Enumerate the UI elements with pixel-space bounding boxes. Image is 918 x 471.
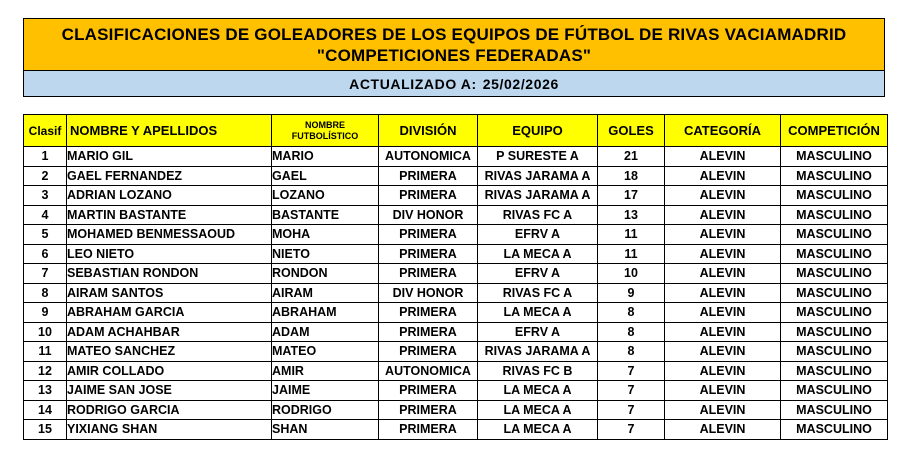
- cell-team: EFRV A: [478, 225, 598, 245]
- cell-rank: 8: [24, 283, 67, 303]
- cell-category: ALEVIN: [665, 264, 781, 284]
- cell-goals: 7: [598, 400, 665, 420]
- cell-category: ALEVIN: [665, 381, 781, 401]
- table-row: [24, 342, 888, 362]
- cell-division: PRIMERA: [379, 264, 478, 284]
- cell-nickname: ABRAHAM: [272, 303, 379, 323]
- cell-division: DIV HONOR: [379, 205, 478, 225]
- cell-team: RIVAS FC B: [478, 361, 598, 381]
- column-header-name: NOMBRE Y APELLIDOS: [67, 115, 272, 147]
- cell-category: ALEVIN: [665, 244, 781, 264]
- table-row: [24, 147, 888, 167]
- cell-team: RIVAS FC A: [478, 283, 598, 303]
- cell-competition: MASCULINO: [781, 342, 888, 362]
- updated-date: 25/02/2026: [482, 75, 559, 92]
- cell-goals: 18: [598, 166, 665, 186]
- cell-competition: MASCULINO: [781, 264, 888, 284]
- cell-competition: MASCULINO: [781, 147, 888, 167]
- cell-name: LEO NIETO: [67, 244, 272, 264]
- cell-competition: MASCULINO: [781, 361, 888, 381]
- cell-team: RIVAS JARAMA A: [478, 342, 598, 362]
- updated-label: ACTUALIZADO A:: [349, 75, 477, 92]
- cell-division: DIV HONOR: [379, 283, 478, 303]
- column-header-goals: GOLES: [598, 115, 665, 147]
- cell-nickname: AMIR: [272, 361, 379, 381]
- cell-nickname: NIETO: [272, 244, 379, 264]
- cell-division: AUTONOMICA: [379, 147, 478, 167]
- title-header: [23, 18, 885, 97]
- cell-goals: 8: [598, 322, 665, 342]
- cell-rank: 14: [24, 400, 67, 420]
- cell-rank: 4: [24, 205, 67, 225]
- cell-division: PRIMERA: [379, 186, 478, 206]
- cell-goals: 7: [598, 361, 665, 381]
- cell-goals: 9: [598, 283, 665, 303]
- cell-name: MARTIN BASTANTE: [67, 205, 272, 225]
- cell-team: LA MECA A: [478, 244, 598, 264]
- cell-rank: 2: [24, 166, 67, 186]
- cell-nickname: LOZANO: [272, 186, 379, 206]
- cell-goals: 11: [598, 244, 665, 264]
- cell-nickname: AIRAM: [272, 283, 379, 303]
- cell-competition: MASCULINO: [781, 244, 888, 264]
- cell-goals: 7: [598, 420, 665, 440]
- table-row: [24, 420, 888, 440]
- cell-team: LA MECA A: [478, 420, 598, 440]
- cell-category: ALEVIN: [665, 147, 781, 167]
- cell-rank: 10: [24, 322, 67, 342]
- cell-team: EFRV A: [478, 264, 598, 284]
- table-row: [24, 303, 888, 323]
- table-row: [24, 264, 888, 284]
- cell-category: ALEVIN: [665, 225, 781, 245]
- cell-division: PRIMERA: [379, 303, 478, 323]
- cell-category: ALEVIN: [665, 166, 781, 186]
- cell-category: ALEVIN: [665, 420, 781, 440]
- cell-nickname: RODRIGO: [272, 400, 379, 420]
- cell-rank: 6: [24, 244, 67, 264]
- cell-nickname: JAIME: [272, 381, 379, 401]
- cell-competition: MASCULINO: [781, 186, 888, 206]
- cell-competition: MASCULINO: [781, 400, 888, 420]
- cell-nickname: RONDON: [272, 264, 379, 284]
- cell-goals: 8: [598, 303, 665, 323]
- page-title: CLASIFICACIONES DE GOLEADORES DE LOS EQUIPOS DE FÚTBOL DE RIVAS VACIAMADRID: [61, 24, 847, 44]
- cell-name: GAEL FERNANDEZ: [67, 166, 272, 186]
- title-band: [24, 19, 884, 71]
- table-row: [24, 205, 888, 225]
- cell-category: ALEVIN: [665, 342, 781, 362]
- column-header-nickname: NOMBRE FUTBOLÍSTICO: [272, 115, 379, 147]
- cell-rank: 7: [24, 264, 67, 284]
- cell-name: MOHAMED BENMESSAOUD: [67, 225, 272, 245]
- table-row: [24, 283, 888, 303]
- cell-nickname: GAEL: [272, 166, 379, 186]
- cell-name: AMIR COLLADO: [67, 361, 272, 381]
- cell-category: ALEVIN: [665, 400, 781, 420]
- cell-competition: MASCULINO: [781, 225, 888, 245]
- cell-rank: 11: [24, 342, 67, 362]
- cell-name: RODRIGO GARCIA: [67, 400, 272, 420]
- cell-name: AIRAM SANTOS: [67, 283, 272, 303]
- column-header-category: CATEGORÍA: [665, 115, 781, 147]
- cell-category: ALEVIN: [665, 322, 781, 342]
- table-row: [24, 166, 888, 186]
- cell-nickname: MOHA: [272, 225, 379, 245]
- column-header-competition: COMPETICIÓN: [781, 115, 888, 147]
- cell-goals: 10: [598, 264, 665, 284]
- cell-rank: 1: [24, 147, 67, 167]
- cell-competition: MASCULINO: [781, 205, 888, 225]
- cell-division: PRIMERA: [379, 342, 478, 362]
- update-band: [24, 71, 884, 96]
- cell-category: ALEVIN: [665, 303, 781, 323]
- cell-team: RIVAS JARAMA A: [478, 186, 598, 206]
- cell-team: P SURESTE A: [478, 147, 598, 167]
- cell-name: SEBASTIAN RONDON: [67, 264, 272, 284]
- column-header-rank: Clasif: [24, 115, 67, 147]
- cell-team: LA MECA A: [478, 400, 598, 420]
- cell-nickname: MARIO: [272, 147, 379, 167]
- cell-division: PRIMERA: [379, 420, 478, 440]
- cell-nickname: BASTANTE: [272, 205, 379, 225]
- cell-name: ABRAHAM GARCIA: [67, 303, 272, 323]
- table-row: [24, 225, 888, 245]
- column-header-team: EQUIPO: [478, 115, 598, 147]
- cell-team: RIVAS JARAMA A: [478, 166, 598, 186]
- cell-rank: 12: [24, 361, 67, 381]
- cell-nickname: ADAM: [272, 322, 379, 342]
- table-row: [24, 186, 888, 206]
- cell-division: PRIMERA: [379, 381, 478, 401]
- cell-goals: 17: [598, 186, 665, 206]
- table-row: [24, 244, 888, 264]
- cell-category: ALEVIN: [665, 205, 781, 225]
- table-row: [24, 361, 888, 381]
- cell-division: PRIMERA: [379, 166, 478, 186]
- cell-name: YIXIANG SHAN: [67, 420, 272, 440]
- cell-team: LA MECA A: [478, 303, 598, 323]
- cell-name: MARIO GIL: [67, 147, 272, 167]
- cell-competition: MASCULINO: [781, 381, 888, 401]
- table-row: [24, 381, 888, 401]
- cell-goals: 21: [598, 147, 665, 167]
- page-subtitle: "COMPETICIONES FEDERADAS": [316, 45, 592, 65]
- cell-nickname: SHAN: [272, 420, 379, 440]
- cell-division: PRIMERA: [379, 244, 478, 264]
- cell-name: MATEO SANCHEZ: [67, 342, 272, 362]
- cell-nickname: MATEO: [272, 342, 379, 362]
- cell-category: ALEVIN: [665, 186, 781, 206]
- cell-rank: 5: [24, 225, 67, 245]
- cell-division: PRIMERA: [379, 322, 478, 342]
- column-header-division: DIVISIÓN: [379, 115, 478, 147]
- cell-goals: 13: [598, 205, 665, 225]
- cell-name: ADAM ACHAHBAR: [67, 322, 272, 342]
- cell-goals: 11: [598, 225, 665, 245]
- table-row: [24, 322, 888, 342]
- cell-name: JAIME SAN JOSE: [67, 381, 272, 401]
- cell-rank: 15: [24, 420, 67, 440]
- cell-category: ALEVIN: [665, 283, 781, 303]
- scorers-table: [23, 114, 888, 440]
- cell-goals: 7: [598, 381, 665, 401]
- cell-team: EFRV A: [478, 322, 598, 342]
- cell-rank: 9: [24, 303, 67, 323]
- cell-division: PRIMERA: [379, 225, 478, 245]
- cell-division: AUTONOMICA: [379, 361, 478, 381]
- table-row: [24, 400, 888, 420]
- cell-competition: MASCULINO: [781, 283, 888, 303]
- cell-division: PRIMERA: [379, 400, 478, 420]
- table-header-row: [24, 115, 888, 147]
- cell-name: ADRIAN LOZANO: [67, 186, 272, 206]
- cell-category: ALEVIN: [665, 361, 781, 381]
- cell-team: LA MECA A: [478, 381, 598, 401]
- cell-competition: MASCULINO: [781, 420, 888, 440]
- cell-competition: MASCULINO: [781, 166, 888, 186]
- cell-team: RIVAS FC A: [478, 205, 598, 225]
- cell-competition: MASCULINO: [781, 322, 888, 342]
- cell-rank: 3: [24, 186, 67, 206]
- cell-competition: MASCULINO: [781, 303, 888, 323]
- cell-goals: 8: [598, 342, 665, 362]
- cell-rank: 13: [24, 381, 67, 401]
